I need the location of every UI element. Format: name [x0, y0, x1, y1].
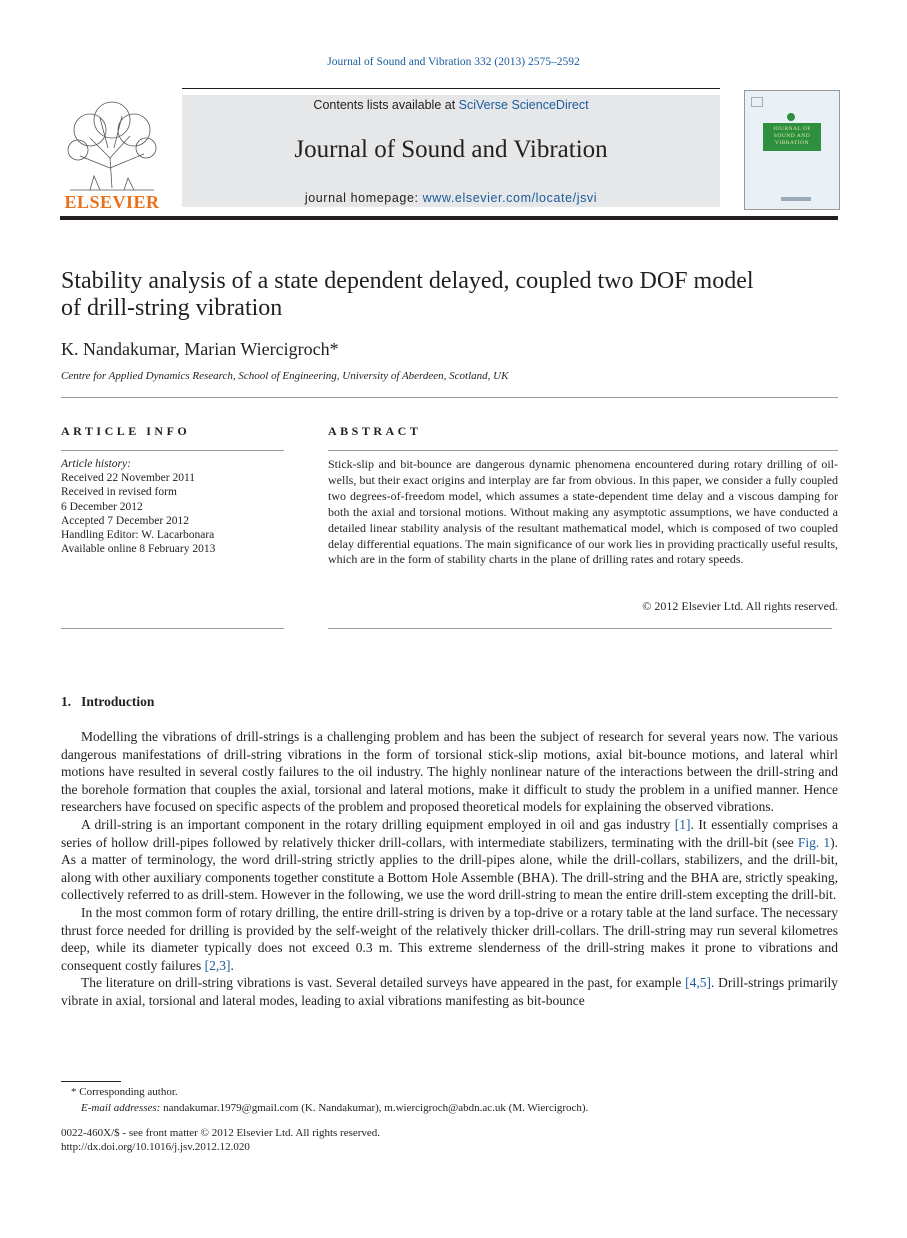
- elsevier-wordmark: ELSEVIER: [64, 192, 160, 212]
- article-info-label: ARTICLE INFO: [61, 424, 191, 438]
- section-title: Introduction: [81, 694, 155, 709]
- divider: [61, 397, 838, 398]
- issn-line: 0022-460X/$ - see front matter © 2012 Elsevier Ltd. All rights reserved.: [61, 1127, 381, 1139]
- issn-block: [61, 1126, 380, 1154]
- history-title: Article history:: [61, 458, 131, 470]
- divider: [328, 628, 832, 629]
- paragraph: [61, 904, 838, 974]
- text-run: . It essentially comprises a series of hollow drill-pipes followed by relatively thicker drill-collars, with intermediate stabilizers, terminating with the drill-bit (see: [61, 816, 838, 850]
- section-number: 1.: [61, 694, 72, 709]
- abstract-label: ABSTRACT: [328, 424, 422, 438]
- sciencedirect-link[interactable]: SciVerse ScienceDirect: [458, 98, 589, 112]
- journal-citation-link[interactable]: Journal of Sound and Vibration 332 (2013) 2575–2592: [327, 56, 580, 68]
- author-names: K. Nandakumar, Marian Wiercigroch: [61, 339, 330, 359]
- affiliation: Centre for Applied Dynamics Research, School of Engineering, University of Aberdeen, Scotland, UK: [61, 370, 509, 382]
- history-item: Received 22 November 2011: [61, 472, 196, 485]
- text-run: In the most common form of rotary drilling, the entire drill-string is driven by a top-drive or a rotary table at the land surface. The necessary thrust force needed for drilling is provided by the self-weight of the relatively thicker drill-collars. The drill-string may run several kilometres deep, while its diameter typically does not exceed 0.3 m. This extreme slenderness of the drill-string makes it prone to vibrations and consequent costly failures: [61, 904, 838, 973]
- text-run: A drill-string is an important component in the rotary drilling equipment employed in oil and gas industry: [81, 816, 675, 832]
- paragraph: Modelling the vibrations of drill-strings is a challenging problem and has been the subject of research for several years now. The various dangerous manifestations of drill-string vibrations in the form of torsional stick-slip motions, axial bit-bounce motions, and lateral whirl motions have resulted in several costly failures to the oil industry. The highly nonlinear nature of the interactions between the drill-string and the borehole formation that couples the axial, torsional and lateral motions, make it difficult to study the problem in a unified manner. Hence researchers have focused on specific aspects of the problem and proposed theoretical models for explaining the observed vibrations.: [61, 729, 838, 815]
- history-item: Accepted 7 December 2012: [61, 514, 190, 527]
- paragraph: [61, 974, 838, 1009]
- history-item: Received in revised form: [61, 486, 177, 499]
- divider: [61, 450, 284, 451]
- reference-link[interactable]: [4,5]: [685, 975, 711, 991]
- corresponding-author-note: * Corresponding author.: [71, 1086, 178, 1098]
- divider: [328, 450, 838, 451]
- homepage-prefix: journal homepage:: [304, 191, 423, 205]
- text-run: The literature on drill-string vibrations is vast. Several detailed surveys have appeared in the past, for example: [81, 975, 686, 991]
- text-run: . Drill-strings primarily vibrate in axial, torsional and lateral modes, leading to axial vibrations manifesting as bit-bounce: [61, 975, 838, 1008]
- contents-line: [182, 98, 720, 112]
- article-history: [61, 457, 215, 556]
- homepage-line: [182, 191, 720, 205]
- email-note: [61, 1100, 838, 1116]
- divider: [61, 628, 284, 629]
- doi-link[interactable]: http://dx.doi.org/10.1016/j.jsv.2012.12.020: [61, 1141, 250, 1153]
- section-heading: [61, 694, 154, 710]
- cover-title-text: JOURNAL OF SOUND AND VIBRATION: [772, 126, 812, 146]
- contents-prefix: Contents lists available at: [313, 98, 459, 112]
- figure-link[interactable]: Fig. 1: [797, 834, 831, 850]
- masthead-bottom-rule: [60, 216, 838, 220]
- masthead-top-rule: [182, 88, 720, 89]
- body-text: [61, 728, 838, 1010]
- footnote-rule: [61, 1081, 121, 1082]
- text-run: .: [230, 957, 234, 973]
- reference-link[interactable]: [1]: [674, 816, 691, 832]
- cover-mark: [751, 97, 763, 107]
- copyright-line: © 2012 Elsevier Ltd. All rights reserved.: [642, 599, 838, 613]
- cover-emblem-icon: [787, 113, 795, 121]
- email-label: E-mail addresses:: [81, 1102, 161, 1114]
- abstract-text: Stick-slip and bit-bounce are dangerous dynamic phenomena encountered during rotary drilling of oil-wells, but their exact origins and interplay are far from obvious. In this paper, we consider a fully coupled two degrees-of-freedom model, which assumes a state-dependent time delay and a viscous damping for both the axial and torsional motions. Without making any asymptotic assumptions, we have conducted a detailed linear stability analysis of the resultant mathematical model, which is composed of two coupled delay differential equations. The main significance of our work lies in providing practically useful results, which are in the form of stability charts in the plane of drilling rates and rotary speeds.: [328, 457, 838, 567]
- cover-publisher-mark: [781, 197, 811, 201]
- paragraph: [61, 816, 838, 904]
- journal-homepage-link[interactable]: www.elsevier.com/locate/jsvi: [422, 191, 598, 205]
- email-addresses[interactable]: nandakumar.1979@gmail.com (K. Nandakumar), m.wiercigroch@abdn.ac.uk (M. Wiercigroch).: [160, 1102, 589, 1114]
- authors: [61, 339, 339, 360]
- journal-title: Journal of Sound and Vibration: [294, 136, 608, 163]
- history-item: 6 December 2012: [61, 500, 143, 513]
- article-title: Stability analysis of a state dependent delayed, coupled two DOF model of drill-string vibration: [61, 268, 754, 321]
- history-item: Handling Editor: W. Lacarbonara: [61, 529, 215, 542]
- history-item: Available online 8 February 2013: [61, 543, 216, 556]
- reference-link[interactable]: [2,3]: [204, 957, 231, 973]
- text-run: ). As a matter of terminology, the word drill-string strictly applies to the drill-pipes alone, while the drill-collars, stabilizers, and the drill-bit, along with other auxiliary components together constitute a Bottom Hole Assemble (BHA). The drill-string and the BHA are, strictly speaking, collectively referred to as drill-stem. However in the following, we use the word drill-string to mean the entire drill-stem excepting the drill-bit.: [61, 834, 838, 903]
- corresponding-author-mark[interactable]: *: [329, 339, 339, 359]
- journal-cover-thumbnail: [744, 90, 840, 210]
- footnotes: [61, 1084, 838, 1116]
